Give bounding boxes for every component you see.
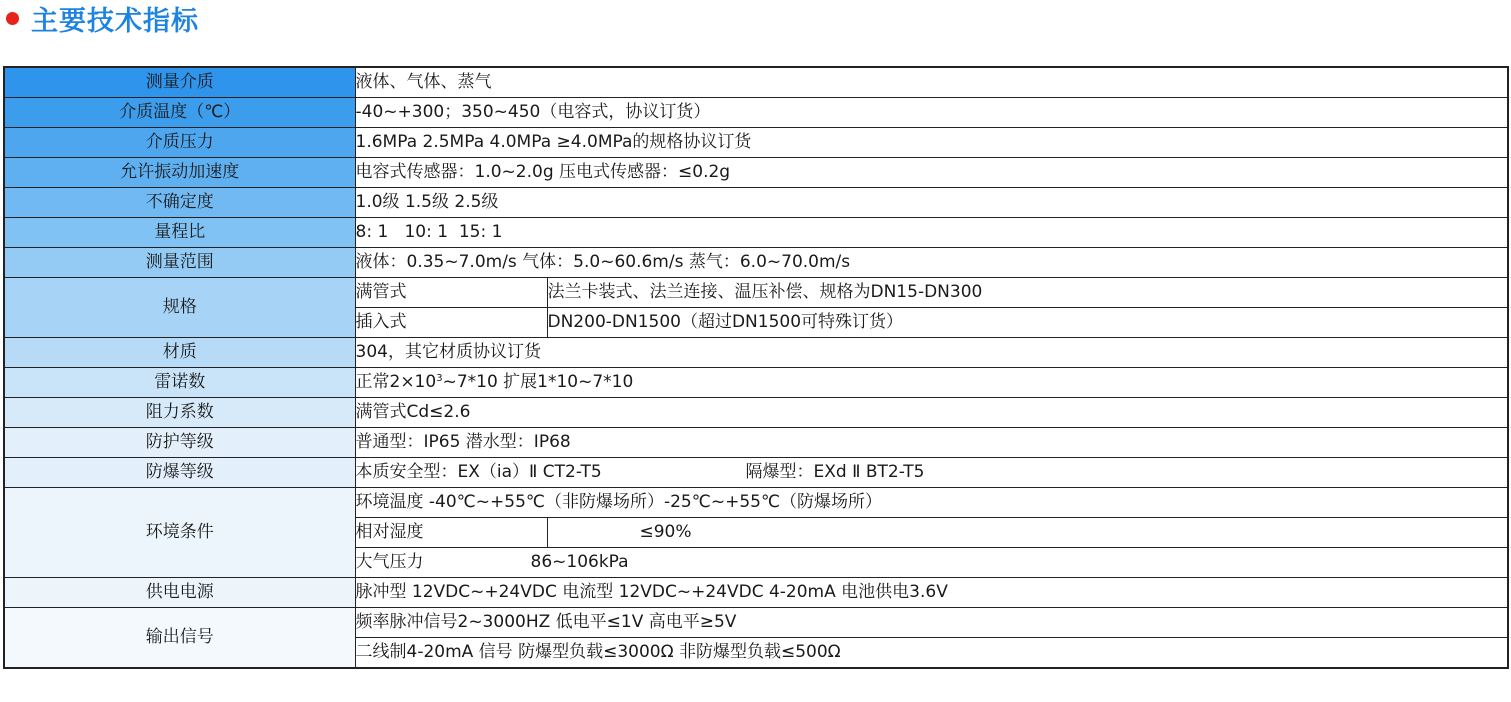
table-row bbox=[4, 578, 1508, 608]
row-label: 防护等级 bbox=[4, 428, 355, 458]
table-row bbox=[4, 128, 1508, 158]
table-row bbox=[4, 458, 1508, 488]
table-row bbox=[4, 67, 1508, 98]
red-bullet-icon bbox=[6, 12, 19, 25]
sub-value: 86~106kPa bbox=[530, 552, 629, 572]
row-value: 普通型：IP65 潜水型：IP68 bbox=[355, 428, 1508, 458]
row-value: 环境温度 -40℃~+55℃（非防爆场所）-25℃~+55℃（防爆场所） bbox=[355, 488, 1508, 518]
table-row bbox=[4, 428, 1508, 458]
table-row bbox=[4, 398, 1508, 428]
sub-label: 大气压力 bbox=[355, 552, 424, 572]
sub-value: 法兰卡装式、法兰连接、温压补偿、规格为DN15-DN300 bbox=[547, 278, 1508, 308]
sub-label: 相对湿度 bbox=[355, 518, 547, 548]
intrinsic-safety-value: 本质安全型：EX（ia）Ⅱ CT2-T5 bbox=[355, 462, 602, 482]
reynolds-value-post: ~7*10 扩展1*10~7*10 bbox=[442, 372, 634, 392]
sub-value: DN200-DN1500（超过DN1500可特殊订货） bbox=[547, 308, 1508, 338]
row-value: 1.0级 1.5级 2.5级 bbox=[355, 188, 1508, 218]
row-label: 防爆等级 bbox=[4, 458, 355, 488]
row-value: 液体：0.35~7.0m/s 气体：5.0~60.6m/s 蒸气：6.0~70.0m/s bbox=[355, 248, 1508, 278]
row-value: 频率脉冲信号2~3000HZ 低电平≤1V 高电平≥5V bbox=[355, 608, 1508, 638]
table-row bbox=[4, 368, 1508, 398]
table-row bbox=[4, 188, 1508, 218]
row-value: 二线制4-20mA 信号 防爆型负载≤3000Ω 非防爆型负载≤500Ω bbox=[355, 638, 1508, 669]
table-row bbox=[4, 98, 1508, 128]
table-row bbox=[4, 158, 1508, 188]
row-label: 测量介质 bbox=[4, 67, 355, 98]
row-value: 电容式传感器：1.0~2.0g 压电式传感器：≤0.2g bbox=[355, 158, 1508, 188]
row-label: 量程比 bbox=[4, 218, 355, 248]
row-label: 阻力系数 bbox=[4, 398, 355, 428]
section-heading bbox=[0, 0, 199, 36]
row-value: 脉冲型 12VDC~+24VDC 电流型 12VDC~+24VDC 4-20mA 电池供电3.6V bbox=[355, 578, 1508, 608]
table-row bbox=[4, 608, 1508, 638]
row-value: 满管式Cd≤2.6 bbox=[355, 398, 1508, 428]
flameproof-value: 隔爆型：EXd Ⅱ BT2-T5 bbox=[745, 462, 925, 482]
sub-value: ≤90% bbox=[547, 518, 1508, 548]
table-row bbox=[4, 278, 1508, 308]
row-value: 液体、气体、蒸气 bbox=[355, 67, 1508, 98]
row-value: -40~+300；350~450（电容式，协议订货） bbox=[355, 98, 1508, 128]
row-label: 环境条件 bbox=[4, 488, 355, 578]
row-value bbox=[355, 368, 1508, 398]
row-label: 介质压力 bbox=[4, 128, 355, 158]
table-row bbox=[4, 338, 1508, 368]
sub-label: 满管式 bbox=[355, 278, 547, 308]
row-label: 材质 bbox=[4, 338, 355, 368]
row-value: 8: 1 10: 1 15: 1 bbox=[355, 218, 1508, 248]
table-row bbox=[4, 248, 1508, 278]
reynolds-value-pre: 正常2×10 bbox=[355, 372, 437, 392]
row-label: 允许振动加速度 bbox=[4, 158, 355, 188]
row-label: 雷诺数 bbox=[4, 368, 355, 398]
row-value: 1.6MPa 2.5MPa 4.0MPa ≥4.0MPa的规格协议订货 bbox=[355, 128, 1508, 158]
row-label: 供电电源 bbox=[4, 578, 355, 608]
sub-label: 插入式 bbox=[355, 308, 547, 338]
row-value bbox=[355, 548, 1508, 578]
table-row bbox=[4, 488, 1508, 518]
spec-table bbox=[3, 66, 1509, 669]
row-label: 输出信号 bbox=[4, 608, 355, 669]
heading-title: 主要技术指标 bbox=[31, 5, 199, 37]
table-row bbox=[4, 218, 1508, 248]
row-value bbox=[355, 458, 1508, 488]
row-label: 介质温度（℃） bbox=[4, 98, 355, 128]
reynolds-exponent: 3 bbox=[436, 373, 443, 384]
row-label: 规格 bbox=[4, 278, 355, 338]
row-value: 304，其它材质协议订货 bbox=[355, 338, 1508, 368]
row-label: 不确定度 bbox=[4, 188, 355, 218]
row-label: 测量范围 bbox=[4, 248, 355, 278]
